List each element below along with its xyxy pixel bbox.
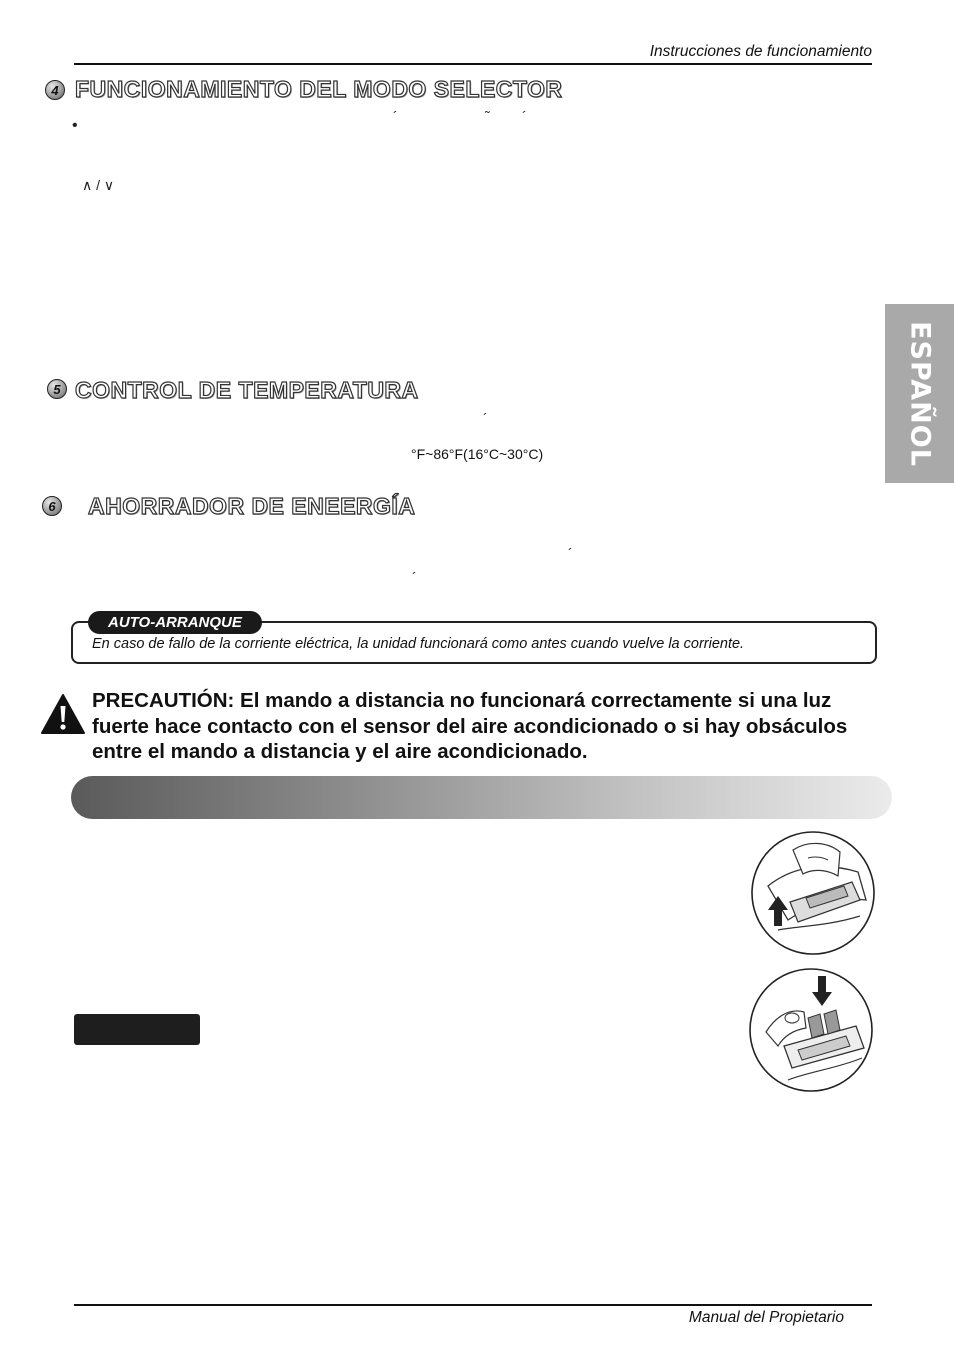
auto-restart-label: AUTO-ARRANQUE xyxy=(88,611,262,634)
accent-mark: ´ xyxy=(412,569,417,585)
page-header-title: Instrucciones de funcionamiento xyxy=(649,43,872,60)
section-number-badge: 6 xyxy=(42,496,62,516)
accent-mark: ´ xyxy=(393,108,398,124)
tilde-mark: ˜ xyxy=(485,108,490,124)
remote-battery-cover-illustration xyxy=(748,830,878,956)
auto-restart-text: En caso de fallo de la corriente eléctrica, la unidad funcionará como antes cuando vuelve la corriente. xyxy=(92,636,745,652)
footer-rule xyxy=(74,1304,872,1306)
section-header-bar xyxy=(71,776,892,819)
label-box xyxy=(74,1014,200,1045)
accent-mark: ´ xyxy=(522,108,527,124)
header-rule xyxy=(74,63,872,65)
section-title-mode-selector: FUNCIONAMIENTO DEL MODO SELECTOR xyxy=(75,76,563,102)
accent-mark: ´ xyxy=(483,410,488,426)
language-tab xyxy=(885,304,954,483)
up-down-arrows-text: ∧ / ∨ xyxy=(82,177,115,193)
temperature-range-text: °F~86°F(16°C~30°C) xyxy=(411,446,544,462)
language-tab-label: ESPAÑOL xyxy=(904,320,935,467)
accent-mark: ´ xyxy=(568,545,573,561)
warning-triangle-icon xyxy=(40,693,86,735)
precaution-text: PRECAUTIÓN: El mando a distancia no funcionará correctamente si una luz fuerte hace contacto con el sensor del aire acondicionado o si hay obsáculos entre el mando a distancia y el aire acondicionado. xyxy=(92,689,848,763)
section-number-badge: 5 xyxy=(47,379,67,399)
section-title-temperature-control: CONTROL DE TEMPERATURA xyxy=(75,377,419,403)
section-number-badge: 4 xyxy=(45,80,65,100)
section-title-energy-saver: AHORRADOR DE ENEERGÍA xyxy=(88,493,416,519)
bullet-mark: • xyxy=(72,117,78,134)
remote-battery-insert-illustration xyxy=(748,968,878,1094)
page-footer-title: Manual del Propietario xyxy=(688,1309,844,1326)
